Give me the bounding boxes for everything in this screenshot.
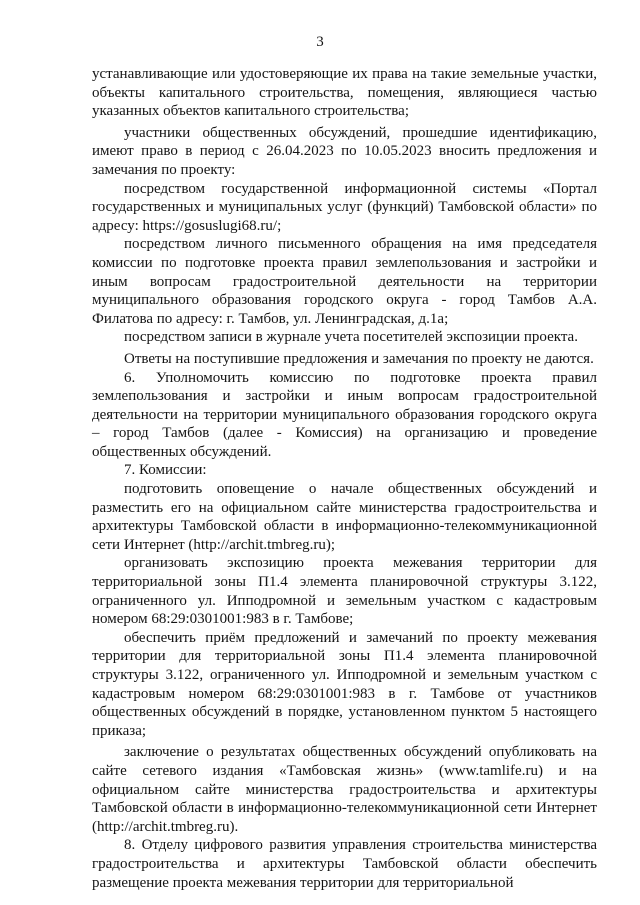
document-body bbox=[92, 65, 597, 892]
paragraph-rights-holders: устанавливающие или удостоверяющие их права на такие земельные участки, объекты капитального строительства, помещения, являющиеся частью указанных объектов капитального строительства; bbox=[92, 66, 597, 120]
paragraph-accept-proposals: обеспечить приём предложений и замечаний по проекту межевания территории для территориальной зоны П1.4 элемента планировочной структуры 3.122, ограниченного ул. Ипподромной и земельным участком с кадастровым номером 68:29:0301001:983 в г. Тамбове от участников общественных обсуждений в порядке, установленном пунктом 5 настоящего приказа; bbox=[92, 629, 597, 739]
paragraph-item-8: 8. Отделу цифрового развития управления строительства министерства градостроительства и архитектуры Тамбовской области обеспечить размещение проекта межевания территории для территориальной bbox=[92, 837, 597, 891]
paragraph-item-6: 6. Уполномочить комиссию по подготовке проекта правил землепользования и застройки и иным вопросам градостроительной деятельности на территории муниципального образования городского округа – город Тамбов (далее - Комиссия) на организацию и проведение общественных обсуждений. bbox=[92, 369, 597, 460]
page-number: 3 bbox=[316, 34, 324, 50]
paragraph-participants-rights: участники общественных обсуждений, прошедшие идентификацию, имеют право в период с 26.04.2023 по 10.05.2023 вносить предложения и замечания по проекту: bbox=[92, 124, 597, 178]
paragraph-no-answers: Ответы на поступившие предложения и замечания по проекту не даются. bbox=[124, 350, 594, 367]
paragraph-via-written-appeal: посредством личного письменного обращения на имя председателя комиссии по подготовке проекта правил землепользования и застройки и иным вопросам градостроительной деятельности на территории муниципального образования городского округа - город Тамбов А.А. Филатова по адресу: г. Тамбов, ул. Ленинградская, д.1а; bbox=[92, 236, 597, 327]
paragraph-organize-exposition: организовать экспозицию проекта межевания территории для территориальной зоны П1.4 элемента планировочной структуры 3.122, ограниченного ул. Ипподромной и земельным участком с кадастровым номером 68:29:0301001:983 в г. Тамбове; bbox=[92, 555, 597, 628]
paragraph-item-7: 7. Комиссии: bbox=[124, 462, 207, 479]
paragraph-publish-conclusion: заключение о результатах общественных обсуждений опубликовать на сайте сетевого издания «Тамбовская жизнь» (www.tamlife.ru) и на официальном сайте министерства градостроительства и архитектуры Тамбовской области в информационно-телекоммуникационной сети Интернет (http://archit.tmbreg.ru). bbox=[92, 744, 597, 835]
paragraph-via-portal: посредством государственной информационной системы «Портал государственных и муниципальных услуг (функций) Тамбовской области» по адресу: https://gosuslugi68.ru/; bbox=[92, 180, 597, 234]
paragraph-prepare-notice: подготовить оповещение о начале общественных обсуждений и разместить его на официальном сайте министерства градостроительства и архитектуры Тамбовской области в информационно-телекоммуникационной сети Интернет (http://archit.tmbreg.ru); bbox=[92, 481, 597, 553]
paragraph-via-visitor-log: посредством записи в журнале учета посетителей экспозиции проекта. bbox=[124, 329, 578, 346]
